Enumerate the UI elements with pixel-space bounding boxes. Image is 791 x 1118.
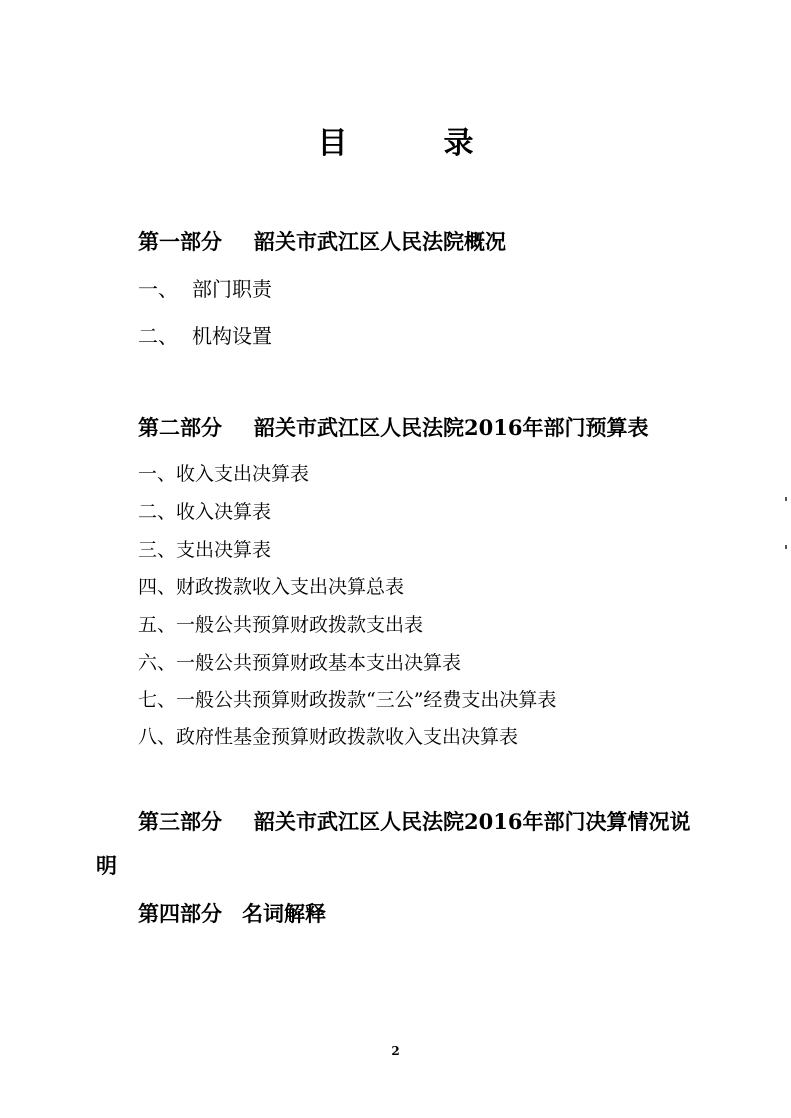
toc-part-2-item-3: 三、支出决算表 — [138, 539, 272, 561]
toc-part-1-text: 韶关市武江区人民法院概况 — [254, 229, 506, 254]
toc-part-2-item-6: 六、一般公共预算财政基本支出决算表 — [138, 652, 462, 674]
toc-part-4 — [138, 898, 326, 928]
scan-mark — [785, 497, 787, 501]
page-title — [0, 118, 791, 162]
toc-item-number: 二、 — [138, 324, 178, 348]
toc-item-text: 部门职责 — [192, 277, 272, 301]
toc-part-1 — [138, 226, 506, 256]
toc-part-3-label: 第三部分 — [138, 809, 222, 834]
toc-part-4-label: 第四部分 — [138, 901, 222, 926]
toc-part-2-item-1: 一、收入支出决算表 — [138, 463, 310, 485]
toc-part-3-text: 韶关市武江区人民法院2016年部门决算情况说 — [254, 809, 691, 834]
toc-part-4-text: 名词解释 — [242, 901, 326, 926]
title-char-2: 录 — [443, 126, 474, 161]
toc-part-2-item-8: 八、政府性基金预算财政拨款收入支出决算表 — [138, 726, 519, 748]
toc-part-1-item-1 — [138, 273, 272, 302]
toc-part-3 — [138, 806, 690, 836]
scan-mark — [785, 545, 787, 549]
toc-part-2-item-5: 五、一般公共预算财政拨款支出表 — [138, 614, 424, 636]
toc-part-2-item-2: 二、收入决算表 — [138, 501, 272, 523]
toc-part-2-item-4: 四、财政拨款收入支出决算总表 — [138, 576, 405, 598]
toc-part-1-label: 第一部分 — [138, 229, 222, 254]
toc-part-2-text: 韶关市武江区人民法院2016年部门预算表 — [254, 415, 649, 440]
toc-part-1-item-2 — [138, 320, 272, 349]
toc-part-2-label: 第二部分 — [138, 415, 222, 440]
toc-item-number: 一、 — [138, 277, 178, 301]
toc-part-2-item-7: 七、一般公共预算财政拨款“三公”经费支出决算表 — [138, 689, 557, 711]
page-number: 2 — [391, 1044, 400, 1058]
toc-item-text: 机构设置 — [192, 324, 272, 348]
title-char-1: 目 — [317, 126, 348, 161]
toc-part-3-continuation: 明 — [96, 853, 117, 878]
toc-part-2 — [138, 412, 648, 442]
